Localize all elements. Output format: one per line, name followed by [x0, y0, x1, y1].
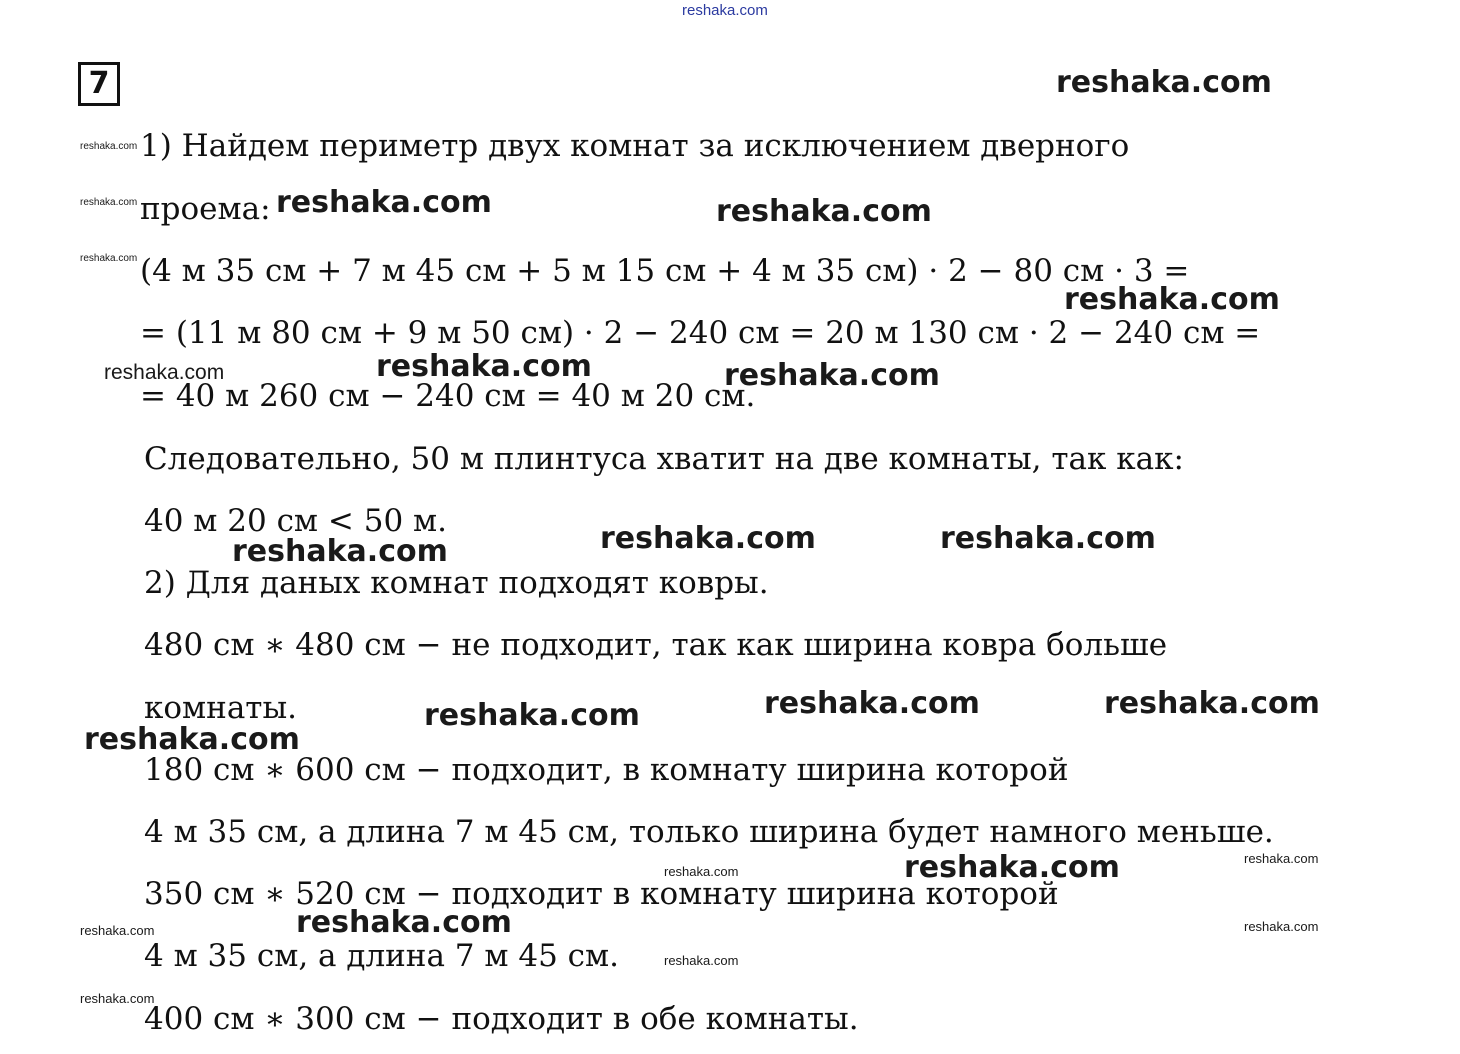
- watermark: reshaka.com: [664, 953, 739, 968]
- watermark: reshaka.com: [296, 905, 512, 940]
- watermark: reshaka.com: [424, 698, 640, 733]
- watermark: reshaka.com: [1104, 686, 1320, 721]
- solution-line: = 40 м 260 см − 240 см = 40 м 20 см.: [140, 378, 756, 414]
- watermark: reshaka.com: [764, 686, 980, 721]
- solution-line: 350 см ∗ 520 см − подходит в комнату ширина которой: [144, 876, 1059, 912]
- watermark: reshaka.com: [104, 361, 225, 384]
- watermark: reshaka.com: [600, 521, 816, 556]
- watermark: reshaka.com: [232, 534, 448, 569]
- solution-line: 40 м 20 см < 50 м.: [144, 503, 447, 539]
- watermark: reshaka.com: [724, 358, 940, 393]
- watermark: reshaka.com: [276, 185, 492, 220]
- solution-line: 400 см ∗ 300 см − подходит в обе комнаты.: [144, 1001, 859, 1037]
- task-number: 7: [78, 62, 120, 106]
- solution-line: 2) Для даных комнат подходят ковры.: [144, 565, 769, 601]
- solution-line: 480 см ∗ 480 см − не подходит, так как ширина ковра больше: [144, 627, 1168, 663]
- watermark: reshaka.com: [80, 923, 155, 938]
- solution-line: 180 см ∗ 600 см − подходит, в комнату ширина которой: [144, 752, 1069, 788]
- solution-line: Следовательно, 50 м плинтуса хватит на две комнаты, так как:: [144, 441, 1184, 477]
- watermark: reshaka.com: [80, 991, 155, 1006]
- header-watermark: reshaka.com: [682, 2, 768, 19]
- solution-line: проема:: [140, 191, 271, 227]
- watermark: reshaka.com: [1064, 282, 1280, 317]
- watermark: reshaka.com: [940, 521, 1156, 556]
- watermark: reshaka.com: [904, 850, 1120, 885]
- watermark: reshaka.com: [716, 194, 932, 229]
- solution-line: комнаты.: [144, 690, 297, 726]
- solution-line: 4 м 35 см, а длина 7 м 45 см, только ширина будет намного меньше.: [144, 814, 1274, 850]
- watermark: reshaka.com: [80, 197, 138, 208]
- watermark: reshaka.com: [376, 349, 592, 384]
- solution-line: 1) Найдем периметр двух комнат за исключением дверного: [140, 128, 1130, 164]
- solution-line: (4 м 35 см + 7 м 45 см + 5 м 15 см + 4 м 35 см) · 2 − 80 см · 3 =: [140, 253, 1190, 289]
- watermark: reshaka.com: [1244, 851, 1319, 866]
- watermark: reshaka.com: [1244, 919, 1319, 934]
- watermark: reshaka.com: [80, 253, 138, 264]
- solution-line: 4 м 35 см, а длина 7 м 45 см.: [144, 938, 619, 974]
- watermark: reshaka.com: [80, 141, 138, 152]
- watermark: reshaka.com: [664, 864, 739, 879]
- solution-line: = (11 м 80 см + 9 м 50 см) · 2 − 240 см = 20 м 130 см · 2 − 240 см =: [140, 315, 1261, 351]
- watermark: reshaka.com: [84, 722, 300, 757]
- watermark: reshaka.com: [1056, 65, 1272, 100]
